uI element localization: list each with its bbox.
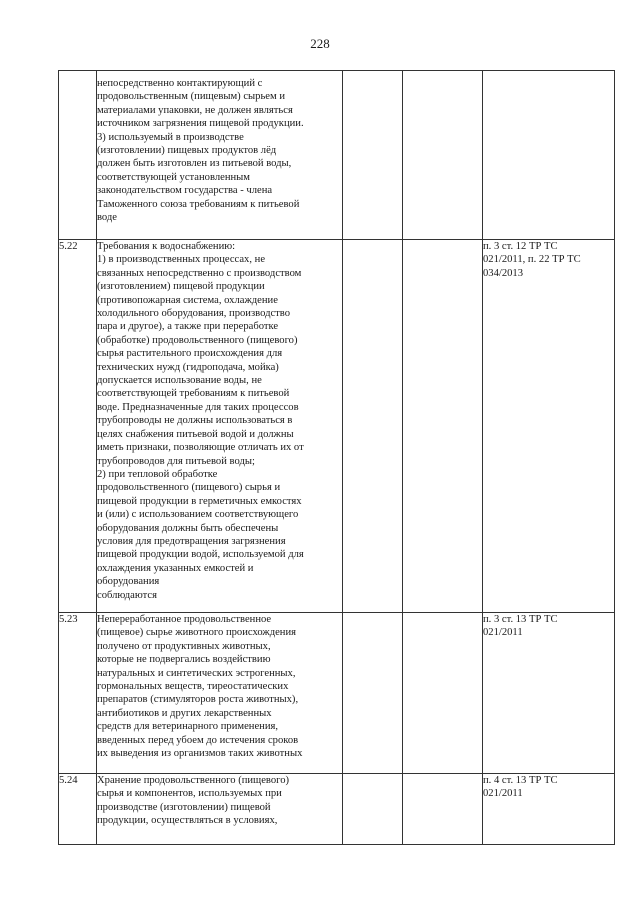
requirement-text-line: сырья растительного происхождения для xyxy=(97,348,283,360)
reference-text-line: 021/2011 xyxy=(483,627,523,639)
requirement-text-line: холодильного оборудования, производство xyxy=(97,308,291,320)
requirement-text-line: получено от продуктивных животных, xyxy=(97,640,271,652)
requirement-text-line: законодательством государства - члена xyxy=(97,185,273,197)
table-row xyxy=(59,240,615,613)
table-row xyxy=(59,774,615,845)
requirement-text-line: продовольственным (пищевым) сырьем и xyxy=(97,91,286,103)
requirement-text-line: (противопожарная система, охлаждение xyxy=(97,294,278,306)
requirement-text-line: (пищевое) сырье животного происхождения xyxy=(97,627,296,639)
reference-cell xyxy=(483,71,615,240)
requirement-text-line: натуральных и синтетических эстрогенных, xyxy=(97,667,296,679)
requirement-text-line: должен быть изготовлен из питьевой воды, xyxy=(97,158,292,170)
requirement-text-line: (обработке) продовольственного (пищевого) xyxy=(97,334,298,346)
requirement-text-line: оборудования должны быть обеспечены xyxy=(97,522,279,534)
requirement-text-line: Непереработанное продовольственное xyxy=(97,614,272,625)
table-row xyxy=(59,613,615,774)
requirement-text-line: продукции, осуществляться в условиях, xyxy=(97,815,278,827)
requirement-text-line: воде. Предназначенные для таких процессов xyxy=(97,401,299,413)
reference-text-line: 021/2011 xyxy=(483,788,523,800)
requirement-text-line: пищевой продукции водой, используемой для xyxy=(97,549,304,561)
requirement-text-line: допускается использование воды, не xyxy=(97,375,262,387)
item-number-cell xyxy=(59,774,97,845)
requirement-cell xyxy=(97,774,343,845)
requirement-text-line: иметь признаки, позволяющие отличать их от xyxy=(97,442,304,454)
requirement-text-line: гормональных веществ, тиреостатических xyxy=(97,681,289,693)
requirement-cell xyxy=(97,613,343,774)
check-yes-cell xyxy=(343,613,403,774)
requirement-text-line: производстве (изготовлении) пищевой xyxy=(97,801,271,813)
reference-text-line: п. 3 ст. 13 ТР ТС xyxy=(483,614,558,625)
requirement-text-line: (изготовлением) пищевой продукции xyxy=(97,281,265,293)
requirement-text-line: 1) в производственных процессах, не xyxy=(97,254,266,266)
reference-text-line: 034/2013 xyxy=(483,267,524,279)
check-yes-cell xyxy=(343,240,403,613)
reference-cell xyxy=(483,613,615,774)
item-number-cell xyxy=(59,240,97,613)
requirement-text-line: введенных перед убоем до истечения сроков xyxy=(97,734,299,746)
reference-text-line: 021/2011, п. 22 ТР ТС xyxy=(483,254,581,266)
requirement-text-line: источником загрязнения пищевой продукции. xyxy=(97,118,304,130)
requirement-text-line: соответствующей установленным xyxy=(97,171,250,183)
requirement-text-line: Хранение продовольственного (пищевого) xyxy=(97,775,290,786)
requirement-text-line: связанных непосредственно с производством xyxy=(97,267,302,279)
requirement-text-line: трубопроводов для питьевой воды; xyxy=(97,455,255,467)
requirement-text-line: средств для ветеринарного применения, xyxy=(97,721,279,733)
item-number: 5.24 xyxy=(59,775,78,786)
check-no-cell xyxy=(403,71,483,240)
requirement-text-line: 3) используемый в производстве xyxy=(97,131,244,143)
requirement-text-line: сырья и компонентов, используемых при xyxy=(97,788,282,800)
requirement-text-line: антибиотиков и других лекарственных xyxy=(97,707,272,719)
requirement-text-line: соответствующей требованиям к питьевой xyxy=(97,388,290,400)
requirement-text-line: пара и другое), а также при переработке xyxy=(97,321,279,333)
check-yes-cell xyxy=(343,71,403,240)
reference-text-line: п. 3 ст. 12 ТР ТС xyxy=(483,241,558,252)
check-no-cell xyxy=(403,613,483,774)
reference-cell xyxy=(483,240,615,613)
item-number: 5.23 xyxy=(59,614,78,625)
item-number-cell xyxy=(59,71,97,240)
check-no-cell xyxy=(403,774,483,845)
reference-cell xyxy=(483,774,615,845)
requirement-cell xyxy=(97,240,343,613)
requirement-text-line: технических нужд (гидроподача, мойка) xyxy=(97,361,279,373)
requirement-text-line: и (или) с использованием соответствующего xyxy=(97,509,299,521)
requirement-text-line: пищевой продукции в герметичных емкостях xyxy=(97,495,302,507)
requirement-text-line: продовольственного (пищевого) сырья и xyxy=(97,482,281,494)
check-no-cell xyxy=(403,240,483,613)
check-yes-cell xyxy=(343,774,403,845)
requirements-table xyxy=(58,70,615,845)
requirement-text-line: целях снабжения питьевой водой и должны xyxy=(97,428,294,440)
requirement-text-line: оборудования xyxy=(97,576,160,588)
requirement-text-line: (изготовлении) пищевых продуктов лёд xyxy=(97,145,277,157)
requirement-text-line: охлаждения указанных емкостей и xyxy=(97,562,254,574)
requirement-text-line: трубопроводы не должны использоваться в xyxy=(97,415,293,427)
requirement-text-line: условия для предотвращения загрязнения xyxy=(97,535,286,547)
requirement-text-line: воде xyxy=(97,212,118,224)
item-number: 5.22 xyxy=(59,241,78,252)
requirement-text-line: 2) при тепловой обработке xyxy=(97,468,218,480)
requirement-text-line: соблюдаются xyxy=(97,589,157,601)
requirement-text-line: непосредственно контактирующий с xyxy=(97,78,263,89)
requirement-text-line: их выведения из организмов таких животных xyxy=(97,748,303,760)
requirement-text-line: материалами упаковки, не должен являться xyxy=(97,104,293,116)
item-number-cell xyxy=(59,613,97,774)
reference-text-line: п. 4 ст. 13 ТР ТС xyxy=(483,775,558,786)
page-number: 228 xyxy=(310,36,330,51)
requirement-text-line: которые не подвергались воздействию xyxy=(97,654,271,666)
table-row xyxy=(59,71,615,240)
requirement-text-line: Таможенного союза требованиям к питьевой xyxy=(97,198,300,210)
requirement-text-line: Требования к водоснабжению: xyxy=(97,241,236,252)
requirement-cell xyxy=(97,71,343,240)
requirement-text-line: препаратов (стимуляторов роста животных), xyxy=(97,694,299,706)
